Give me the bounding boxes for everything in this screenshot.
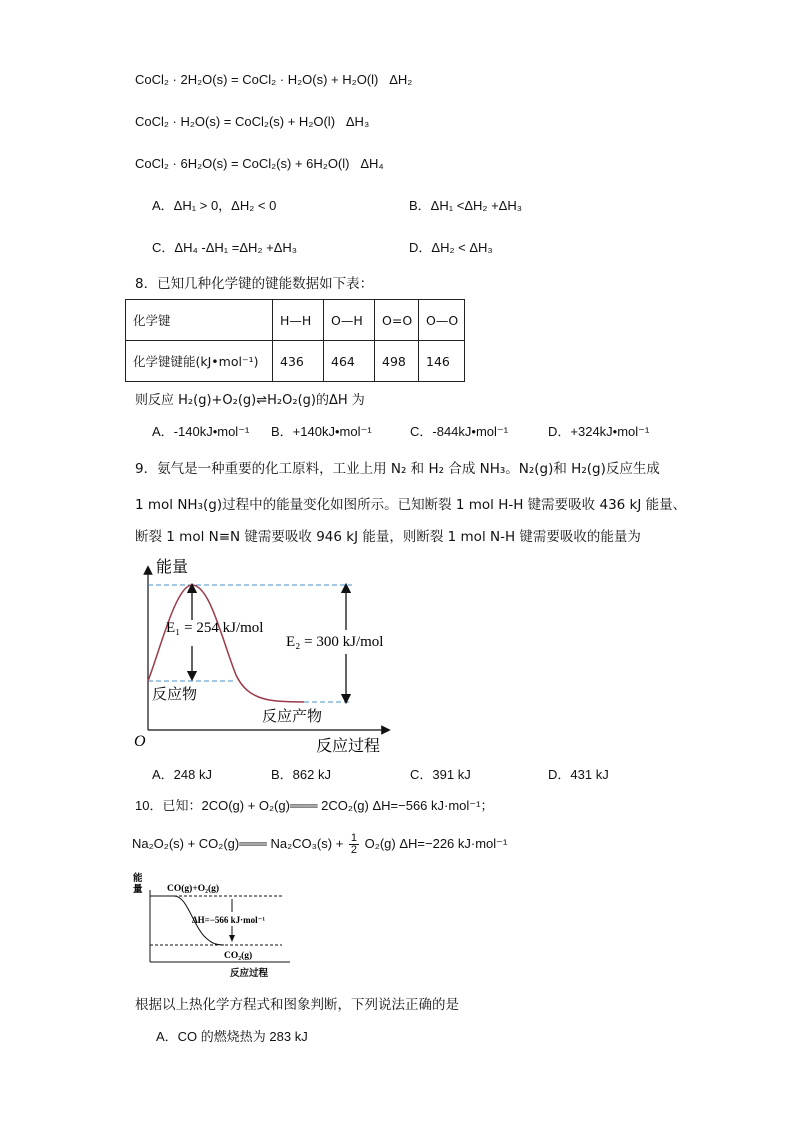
energy-diagram-q9 xyxy=(128,550,408,758)
bond-cell: O—H xyxy=(324,300,375,341)
bond-cell: H—H xyxy=(273,300,324,341)
bottom-level-label: CO₂(g) xyxy=(224,951,253,961)
bond-cell: O=O xyxy=(375,300,419,341)
q9-line-1: 9．氨气是一种重要的化工原料，工业上用 N₂ 和 H₂ 合成 NH₃。N₂(g)和 H₂(g)反应生成 xyxy=(135,461,660,477)
y-label-char-2: 量 xyxy=(133,885,143,895)
x-axis-label: 反应过程 xyxy=(230,969,269,979)
q8-stem: 8．已知几种化学键的键能数据如下表： xyxy=(135,276,374,292)
row-header: 化学键键能(kJ•mol⁻¹) xyxy=(126,341,273,382)
q7-option-c[interactable]: C．ΔH₄ -ΔH₁ =ΔH₂ +ΔH₃ xyxy=(152,240,298,255)
delta-h-label: ΔH₃ xyxy=(345,114,370,129)
q9-option-a[interactable]: A．248 kJ xyxy=(152,767,212,782)
q8-option-c[interactable]: C．-844kJ•mol⁻¹ xyxy=(410,424,509,439)
bond-cell: O—O xyxy=(419,300,465,341)
q10-line-2 xyxy=(132,833,507,856)
q8-question: 则反应 H₂(g)+O₂(g)⇌H₂O₂(g)的ΔH 为 xyxy=(135,393,365,408)
y-label-char-1: 能 xyxy=(133,874,143,884)
fraction-half xyxy=(349,833,359,856)
fraction-numerator: 1 xyxy=(350,832,358,844)
energy-diagram-q10 xyxy=(132,868,312,980)
equation-line-1 xyxy=(135,71,412,89)
equation-left: Na₂O₂(s) + CO₂(g)═══ Na₂CO₃(s) + xyxy=(132,835,344,851)
q9-option-c[interactable]: C．391 kJ xyxy=(410,767,471,782)
q7-option-a[interactable]: A．ΔH₁ > 0，ΔH₂ < 0 xyxy=(152,198,277,213)
x-axis-label: 反应过程 xyxy=(316,738,381,755)
energy-cell: 498 xyxy=(375,341,419,382)
bond-energy-table xyxy=(125,299,465,382)
q9-option-d[interactable]: D．431 kJ xyxy=(548,767,609,782)
equation-right: O₂(g) ΔH=−226 kJ·mol⁻¹ xyxy=(364,835,508,851)
q10-line-1: 10．已知：2CO(g) + O₂(g)═══ 2CO₂(g) ΔH=−566 kJ·mol⁻¹； xyxy=(135,798,494,813)
q10-question: 根据以上热化学方程式和图象判断，下列说法正确的是 xyxy=(135,997,459,1013)
energy-cell: 146 xyxy=(419,341,465,382)
delta-h-label: ΔH=−566 kJ·mol⁻¹ xyxy=(192,915,266,925)
energy-cell: 436 xyxy=(273,341,324,382)
equation-text: CoCl₂ · 2H₂O(s) = CoCl₂ · H₂O(s) + H₂O(l) xyxy=(135,72,379,87)
top-level-label: CO(g)+O₂(g) xyxy=(167,884,220,894)
q7-option-b[interactable]: B．ΔH₁ <ΔH₂ +ΔH₃ xyxy=(409,198,523,213)
q9-option-b[interactable]: B．862 kJ xyxy=(271,767,331,782)
equation-line-2 xyxy=(135,113,369,131)
y-axis-label: 能量 xyxy=(156,559,189,576)
energy-cell: 464 xyxy=(324,341,375,382)
table-row xyxy=(126,300,465,341)
equation-text: CoCl₂ · H₂O(s) = CoCl₂(s) + H₂O(l) xyxy=(135,114,336,129)
q9-line-2: 1 mol NH₃(g)过程中的能量变化如图所示。已知断裂 1 mol H-H 键需要吸收 436 kJ 能量、 xyxy=(135,497,687,513)
reaction-curve xyxy=(148,585,304,702)
e1-label: E₁ = 254 kJ/mol xyxy=(166,620,264,636)
equation-text: CoCl₂ · 6H₂O(s) = CoCl₂(s) + 6H₂O(l) xyxy=(135,156,350,171)
delta-h-label: ΔH₂ xyxy=(389,72,413,87)
q8-option-b[interactable]: B．+140kJ•mol⁻¹ xyxy=(271,424,372,439)
equation-line-3 xyxy=(135,155,384,173)
product-label: 反应产物 xyxy=(262,709,323,725)
q7-option-d[interactable]: D．ΔH₂ < ΔH₃ xyxy=(409,240,493,255)
fraction-denominator: 2 xyxy=(350,844,358,856)
delta-h-label: ΔH₄ xyxy=(360,156,384,171)
q10-option-a[interactable]: A．CO 的燃烧热为 283 kJ xyxy=(156,1029,308,1044)
q8-option-a[interactable]: A．-140kJ•mol⁻¹ xyxy=(152,424,250,439)
table-row xyxy=(126,341,465,382)
q8-option-d[interactable]: D．+324kJ•mol⁻¹ xyxy=(548,424,650,439)
q9-line-3: 断裂 1 mol N≡N 键需要吸收 946 kJ 能量，则断裂 1 mol N-H 键需要吸收的能量为 xyxy=(135,529,641,545)
reactant-label: 反应物 xyxy=(152,687,198,703)
e2-label: E₂ = 300 kJ/mol xyxy=(286,634,384,650)
origin-label: O xyxy=(134,733,146,750)
row-header: 化学键 xyxy=(126,300,273,341)
